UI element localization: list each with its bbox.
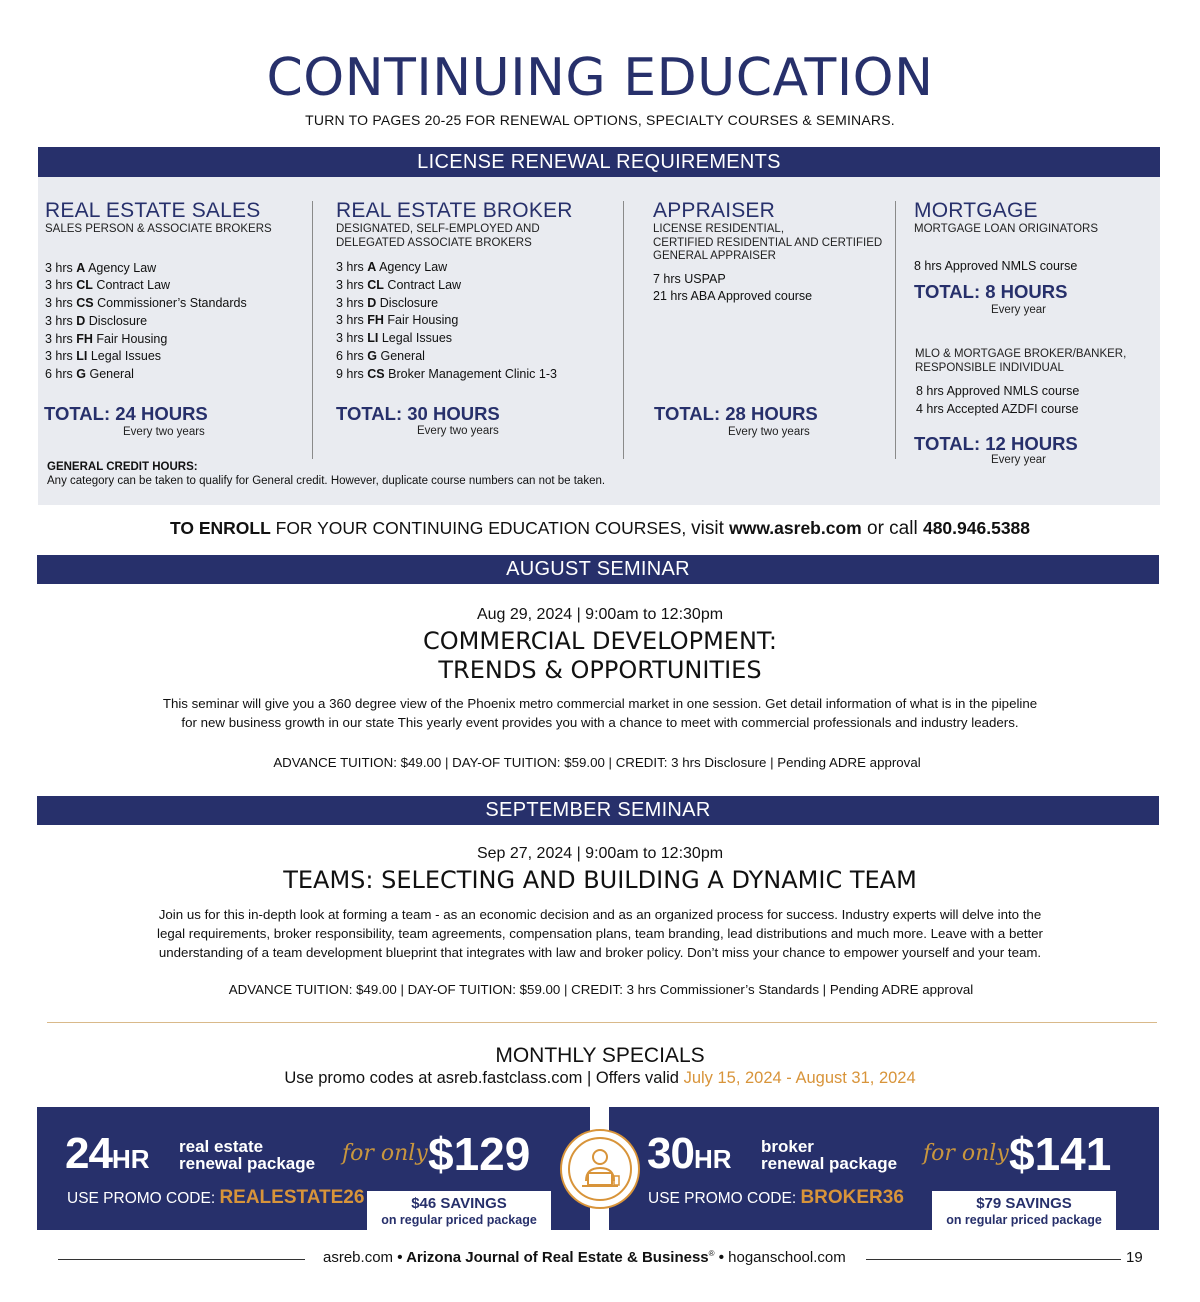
mortgage-total-2: TOTAL: 12 HOURS (914, 433, 1078, 454)
sales-total: TOTAL: 24 HOURS (44, 403, 208, 424)
promo-package-name: broker renewal package (761, 1137, 898, 1173)
column-divider (312, 201, 313, 459)
list-item: 8 hrs Approved NMLS course (916, 384, 1080, 398)
appraiser-sub-3: GENERAL APPRAISER (653, 250, 776, 262)
page-subtitle: TURN TO PAGES 20-25 FOR RENEWAL OPTIONS, SPECIALTY COURSES & SEMINARS. (305, 112, 895, 128)
sales-frequency: Every two years (123, 426, 205, 438)
general-credit-label: GENERAL CREDIT HOURS: (47, 461, 198, 473)
enroll-line: TO ENROLL FOR YOUR CONTINUING EDUCATION COURSES, visit www.asreb.com or call 480.946.5388 (169, 518, 1031, 539)
sales-list (45, 260, 305, 385)
mortgage-sub-2: MLO & MORTGAGE BROKER/BANKER, RESPONSIBLE INDIVIDUAL (915, 348, 1127, 374)
specials-dates: July 15, 2024 - August 31, 2024 (683, 1069, 916, 1087)
mortgage-heading: MORTGAGE (914, 199, 1038, 222)
enroll-website-link[interactable]: www.asreb.com (729, 518, 862, 538)
column-divider (895, 201, 896, 459)
list-item: 3 hrs CS Commissioner’s Standards (45, 296, 247, 311)
september-seminar-bar: SEPTEMBER SEMINAR (37, 796, 1159, 825)
september-description: Join us for this in-depth look at forming a team - as an economic decision and as an organized process for success. Industry experts will delve into the legal requirements, broker responsibility, team agreements, compensation plans, team branding, lead distributions and much more. Leave with a better understanding of a team development blueprint that integrates with law and broker policy. Don’t miss your chance to empower yourself and your team. (157, 907, 1043, 960)
specials-line: Use promo codes at asreb.fastclass.com | Offers valid July 15, 2024 - August 31, 2024 (284, 1069, 916, 1087)
footer-rule-right (866, 1259, 1121, 1260)
appraiser-sub-2: CERTIFIED RESIDENTIAL AND CERTIFIED (653, 236, 883, 249)
promo-code-line: USE PROMO CODE: BROKER36 (648, 1187, 904, 1208)
sales-column (45, 199, 305, 384)
broker-heading: REAL ESTATE BROKER (336, 199, 573, 222)
appraiser-sub-1: LICENSE RESIDENTIAL, (653, 223, 785, 235)
promo-code: REALESTATE26 (219, 1187, 365, 1208)
list-item: 4 hrs Accepted AZDFI course (916, 401, 1079, 416)
column-divider (623, 201, 624, 459)
promo-card-broker[interactable] (609, 1107, 1159, 1230)
promo-price: $141 (1009, 1128, 1112, 1180)
mortgage-column (914, 199, 1154, 237)
renewal-panel (38, 177, 1160, 505)
broker-frequency: Every two years (417, 425, 499, 437)
promo-for-only: for only (342, 1141, 428, 1166)
mortgage-list-1 (914, 258, 1077, 276)
mortgage-total-1: TOTAL: 8 HOURS (914, 281, 1068, 302)
promo-code: BROKER36 (800, 1187, 904, 1208)
broker-sub-2: DELEGATED ASSOCIATE BROKERS (336, 236, 532, 249)
list-item: 8 hrs Approved NMLS course (914, 259, 1078, 273)
august-seminar-bar: AUGUST SEMINAR (37, 555, 1159, 584)
august-title: COMMERCIAL DEVELOPMENT: TRENDS & OPPORTUNITIES (423, 627, 777, 684)
august-date: Aug 29, 2024 | 9:00am to 12:30pm (476, 606, 724, 623)
divider (47, 1022, 1157, 1023)
sales-sub: SALES PERSON & ASSOCIATE BROKERS (45, 223, 272, 235)
renewal-bar (38, 147, 1160, 177)
promo-for-only: for only (923, 1141, 1009, 1166)
list-item: 3 hrs LI Legal Issues (336, 331, 453, 346)
august-tuition: ADVANCE TUITION: $49.00 | DAY-OF TUITION: $59.00 | CREDIT: 3 hrs Disclosure | Pending ADRE approval (273, 755, 921, 770)
promo-hours: 30HR (647, 1129, 732, 1178)
specials-title: MONTHLY SPECIALS (495, 1044, 705, 1067)
page-number: 19 (1126, 1249, 1143, 1266)
appraiser-total: TOTAL: 28 HOURS (654, 403, 818, 424)
august-description: This seminar will give you a 360 degree view of the Phoenix metro commercial market in one session. Get detail information of what is in the pipeline for new business growth in our state This yearly event provides you with a chance to meet with commercial professionals and industry leaders. (162, 696, 1038, 730)
promo-hours: 24HR (65, 1129, 150, 1178)
broker-sub-1: DESIGNATED, SELF-EMPLOYED AND (336, 223, 540, 235)
mortgage-frequency-1: Every year (991, 304, 1046, 316)
enroll-phone[interactable]: 480.946.5388 (922, 518, 1031, 538)
list-item: 3 hrs FH Fair Housing (336, 313, 459, 328)
list-item: 3 hrs LI Legal Issues (45, 349, 162, 364)
footer-link-hogan[interactable]: hoganschool.com (728, 1249, 846, 1266)
list-item: 3 hrs A Agency Law (45, 260, 157, 275)
renewal-bar-title: LICENSE RENEWAL REQUIREMENTS (417, 151, 781, 173)
mortgage-list-2 (916, 383, 1079, 419)
promo-card-real-estate[interactable] (37, 1107, 590, 1230)
list-item: 3 hrs CL Contract Law (336, 277, 462, 292)
mortgage-sub: MORTGAGE LOAN ORIGINATORS (914, 223, 1099, 235)
footer-rule-left (58, 1259, 305, 1260)
appraiser-column (653, 199, 893, 306)
promo-savings: $79 SAVINGS on regular priced package (932, 1191, 1116, 1230)
footer-journal: Arizona Journal of Real Estate & Business (406, 1249, 709, 1266)
list-item: 7 hrs USPAP (653, 271, 726, 286)
appraiser-list (653, 271, 893, 307)
september-title: TEAMS: SELECTING AND BUILDING A DYNAMIC TEAM (283, 866, 917, 894)
appraiser-frequency: Every two years (728, 426, 810, 438)
broker-column (336, 199, 616, 384)
list-item: 3 hrs D Disclosure (336, 295, 439, 310)
september-tuition: ADVANCE TUITION: $49.00 | DAY-OF TUITION: $59.00 | CREDIT: 3 hrs Commissioner’s Standards | Pending ADRE approval (228, 982, 974, 997)
footer-text: asreb.com • Arizona Journal of Real Estate & Business® • hoganschool.com (323, 1249, 846, 1266)
list-item: 3 hrs A Agency Law (336, 260, 448, 274)
footer-link-asreb[interactable]: asreb.com (323, 1249, 394, 1266)
general-credit-text: Any category can be taken to qualify for General credit. However, duplicate course numbers can not be taken. (47, 475, 606, 487)
appraiser-heading: APPRAISER (653, 199, 776, 222)
list-item: 6 hrs G General (45, 367, 134, 382)
sales-heading: REAL ESTATE SALES (45, 199, 261, 222)
mortgage-frequency-2: Every year (991, 454, 1046, 466)
promo-price: $129 (428, 1128, 531, 1180)
promo-package-name: real estate renewal package (179, 1137, 316, 1173)
list-item: 3 hrs CL Contract Law (45, 278, 171, 293)
person-at-laptop-icon (560, 1129, 640, 1209)
broker-total: TOTAL: 30 HOURS (336, 403, 500, 424)
list-item: 21 hrs ABA Approved course (653, 289, 813, 304)
list-item: 3 hrs D Disclosure (45, 313, 148, 328)
list-item: 9 hrs CS Broker Management Clinic 1-3 (336, 366, 557, 381)
page-title: CONTINUING EDUCATION (266, 48, 934, 108)
list-item: 3 hrs FH Fair Housing (45, 331, 168, 346)
september-date: Sep 27, 2024 | 9:00am to 12:30pm (476, 845, 724, 862)
promo-code-line: USE PROMO CODE: REALESTATE26 (67, 1187, 365, 1208)
broker-list (336, 259, 616, 384)
list-item: 6 hrs G General (336, 348, 425, 363)
promo-savings: $46 SAVINGS on regular priced package (367, 1191, 551, 1230)
